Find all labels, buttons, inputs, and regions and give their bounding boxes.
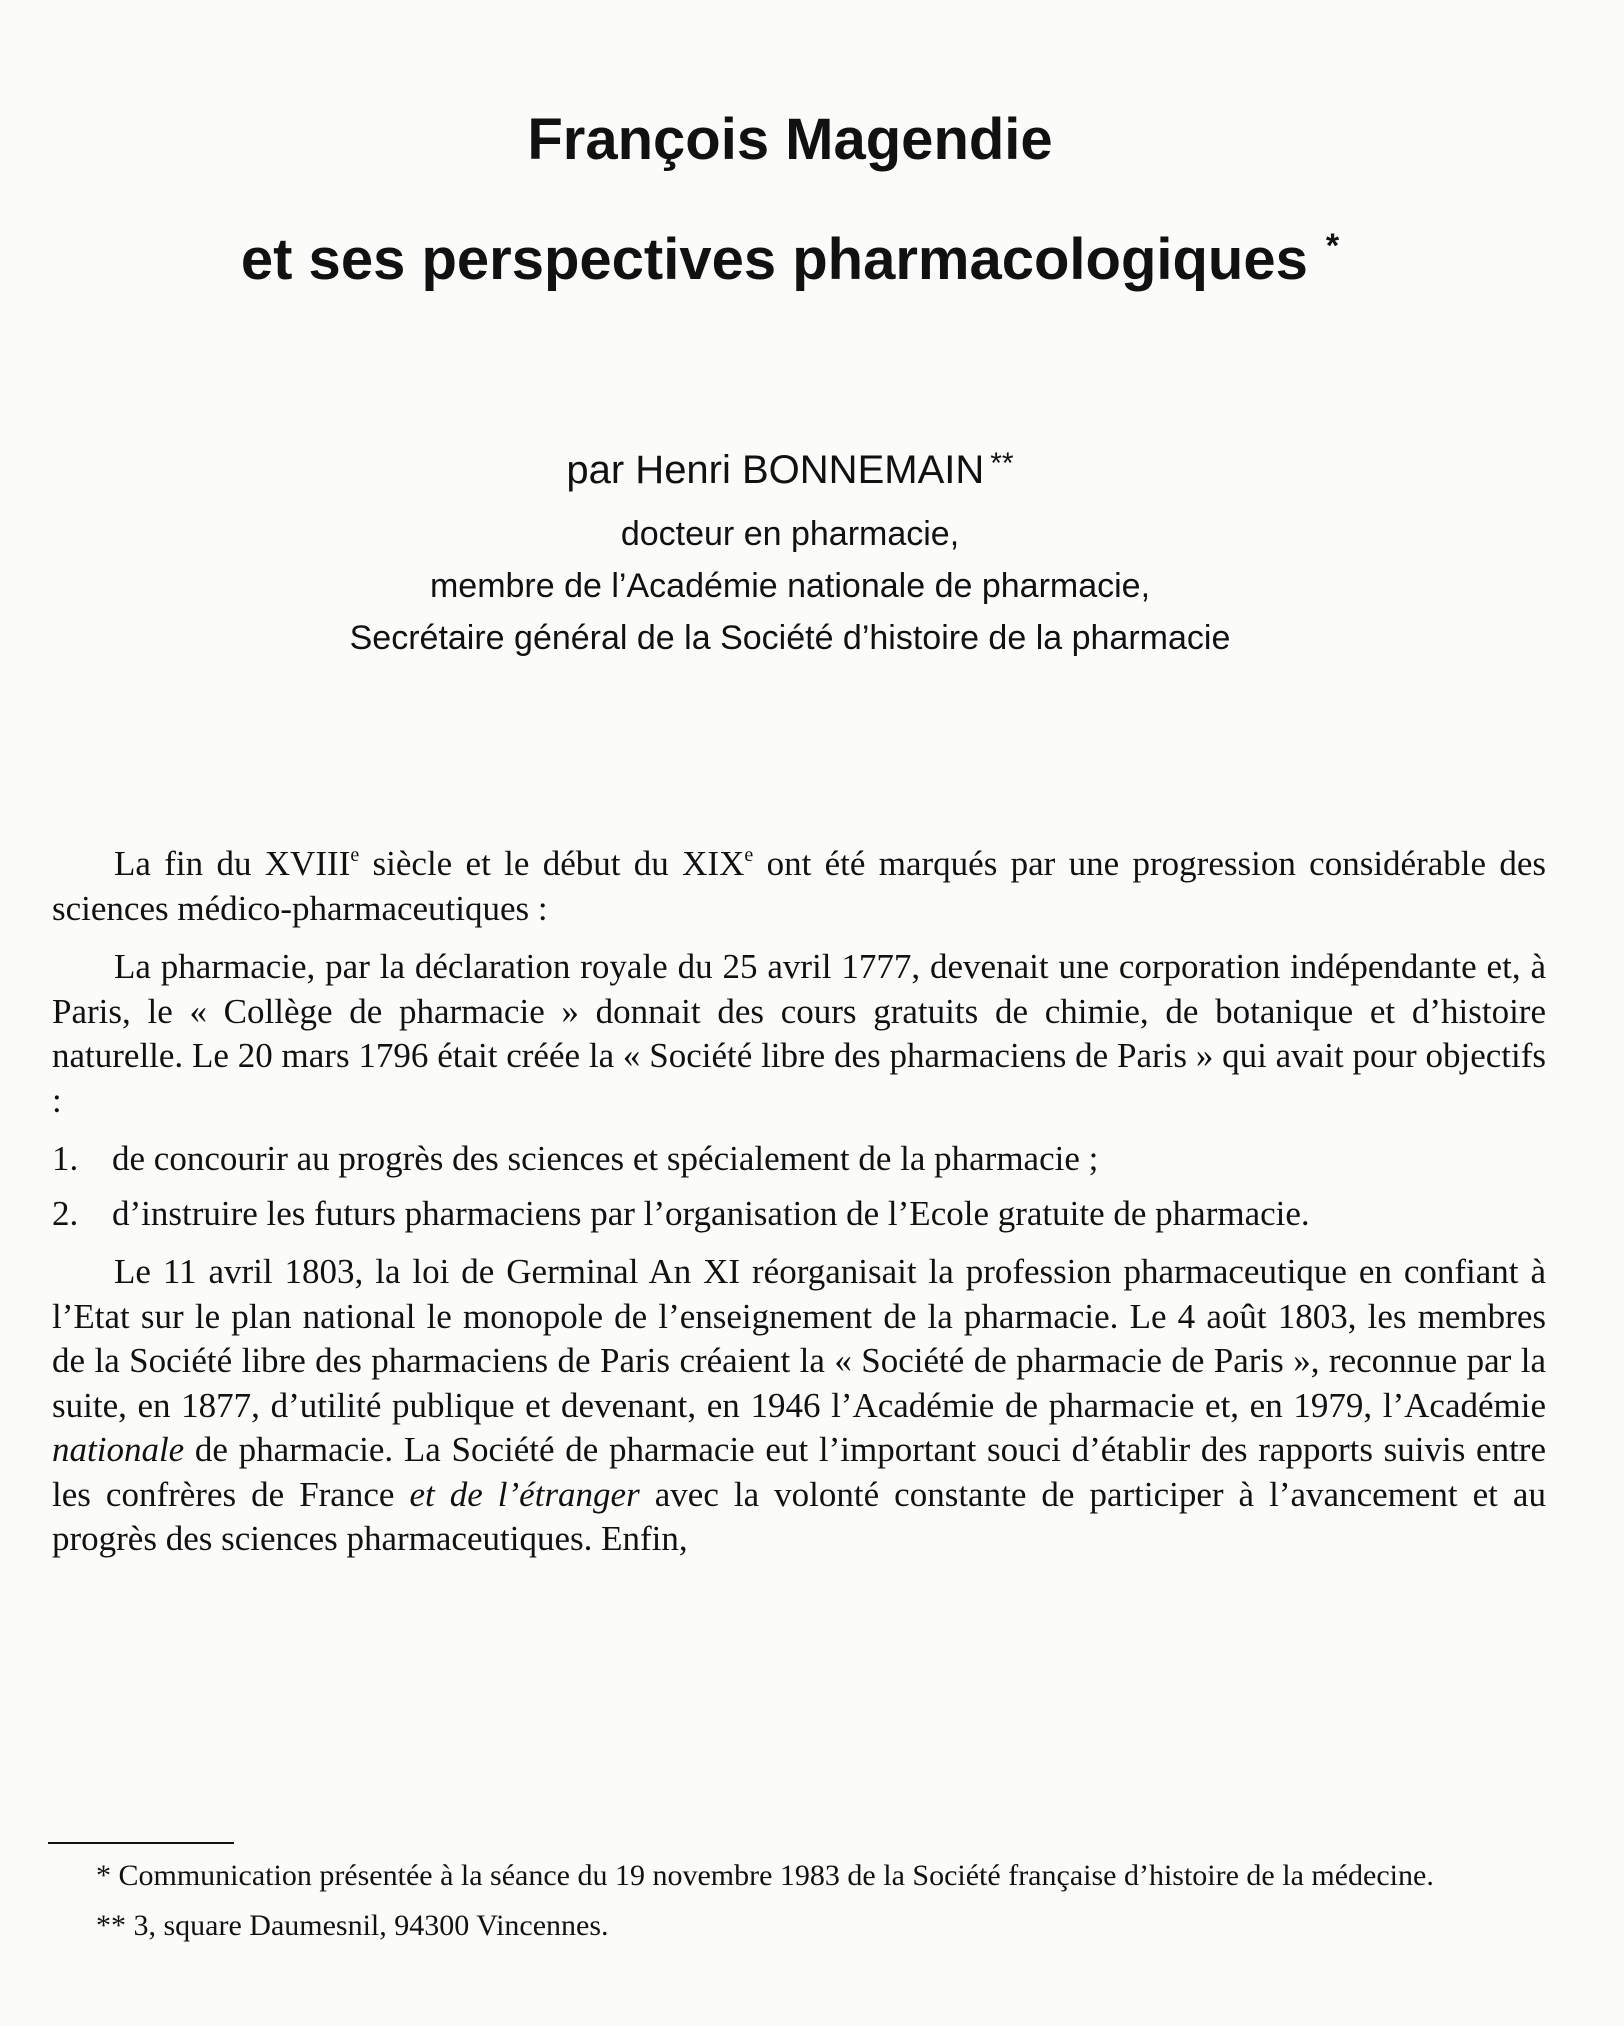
footnote-1: * Communication présentée à la séance du 19 novembre 1983 de la Société française d’histoire de la médecine. [96, 1859, 1434, 1892]
affiliations [100, 508, 1480, 664]
p3-part-a: Le 11 avril 1803, la loi de Germinal An XI réorganisait la profession pharmaceutique en confiant à l’Etat sur le plan national le monopole de l’enseignement de la pharmacie. Le 4 août 1803, les membres de la Société libre des pharmaciens de Paris créaient la « Société de pharmacie de Paris », reconnue par la suite, en 1877, d’utilité publique et devenant, en 1946 l’Académie de pharmacie et, en 1979, l’Académie [52, 1252, 1546, 1425]
affiliation-2: membre de l’Académie nationale de pharmacie, [429, 567, 1151, 605]
p3-part-c: avec la volonté constante de participer à l’avancement et au progrès des sciences pharmaceutiques. Enfin, [52, 1474, 1546, 1558]
title-text-2: et ses perspectives pharmacologiques [240, 227, 1308, 292]
author-name: par Henri BONNEMAIN [566, 448, 985, 492]
list-number: 2. [52, 1193, 79, 1233]
list-number: 1. [52, 1139, 79, 1178]
objectives-list [52, 1137, 1546, 1236]
author-line [100, 440, 1480, 494]
paragraph-1 [52, 842, 1546, 931]
title-line-2 [100, 214, 1480, 292]
p1-part-c: ont été marqués par une progression considérable des sciences médico-pharmaceutiques : [52, 844, 1547, 928]
list-item [52, 1137, 1546, 1182]
p3-part-b: de pharmacie. La Société de pharmacie eut l’important souci d’établir des rapports suivis entre les confrères de France [52, 1430, 1546, 1514]
body-text [52, 842, 1546, 1576]
p3-italic-2: et de l’étranger [409, 1474, 640, 1514]
p1-part-a: La fin du XVIII [114, 844, 351, 883]
list-item [52, 1192, 1546, 1237]
paragraph-2: La pharmacie, par la déclaration royale du 25 avril 1777, devenait une corporation indépendante et, à Paris, le « Collège de pharmacie » donnait des cours gratuits de chimie, de botanique et d’histoire naturelle. Le 20 mars 1796 était créée la « Société libre des pharmaciens de Paris » qui avait pour objectifs : [52, 947, 1546, 1120]
affiliation-1: docteur en pharmacie, [620, 515, 960, 553]
title-line-1 [100, 108, 1480, 172]
footnotes [96, 1858, 1546, 1944]
footnote-2: ** 3, square Daumesnil, 94300 Vincennes. [96, 1909, 609, 1942]
affiliation-3: Secrétaire général de la Société d’histoire de la pharmacie [349, 619, 1231, 657]
list-text: de concourir au progrès des sciences et spécialement de la pharmacie ; [112, 1139, 1099, 1178]
p1-superscript-2: e [744, 844, 754, 866]
p1-superscript-1: e [350, 844, 360, 866]
p1-part-b: siècle et le début du XIX [359, 844, 745, 883]
title-text-1: François Magendie [527, 107, 1053, 172]
paragraph-3 [52, 1250, 1546, 1562]
footnote-divider [48, 1842, 234, 1844]
author-footnote-mark: ** [990, 447, 1014, 480]
p3-italic-1: nationale [52, 1430, 185, 1469]
title-footnote-mark: * [1325, 227, 1340, 265]
list-text: d’instruire les futurs pharmaciens par l’organisation de l’Ecole gratuite de pharmacie. [112, 1193, 1310, 1233]
